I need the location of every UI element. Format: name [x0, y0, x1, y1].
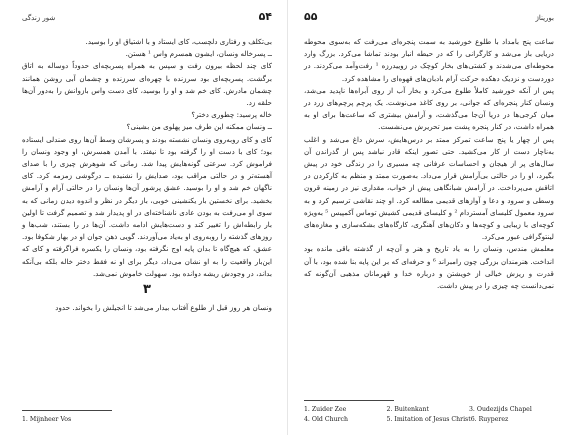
paragraph: کای و کای روبه‌روی ونسان نشسته بودند و پسرشان وسط آن‌ها روی صندلی ایستاده بود؛ کای با دست او را گرفته بود تا نیفتد. با آمدن همسرش، او وجود ونسان را فراموش کرد. سرعتی گونه‌هایش پیدا شد. زمانی که شوهرش چیزی را با صدای آهسته‌تر و در حالتی مراقب بود، صدایش را نشنیده ــ درگوشی زمزمه کرد. کای ناگهان خم شد و او را بوسید. عشق پرشور آن‌ها ونسان را در حالتی آرام و آرامش بخشید. برای نخستین بار یکنشینی خوبی، باز دیگر در نظر و اندوه دیدن زمانی که به سوی او می‌رفت به بودن عادی ناشناخته‌ای در او پدیدار شد و تصمیم گرفت تا اولین بار رابطه‌اش را تغییر کند و دست‌هایش ادامه داشت. آن‌ها در را بستند، شب‌ها و روزهای گذشته را روبه‌روی او به‌یاد می‌آوردند. گویی ذهن جوان او در بهار شکوفا بود. عشق، که هیچ‌گاه تا بدان پایه اوج نگرفته بود، ونسان را یکسره فراگرفته و کای که این‌بار واقعیت را به او نشان می‌داد، دیگر برای او نه فقط دختر خاله بلکه بی‌آنکه بداند، در وجودش ریشه دوانده بود. سهولت خاموش نمی‌شد. [22, 134, 272, 278]
footnotes [22, 410, 272, 425]
page-number: ۵۵ [304, 10, 318, 23]
footnote: 5. Imitation of Jesus Christ [386, 416, 471, 423]
right-page-header [304, 10, 554, 32]
paragraph: ساعت پنج بامداد با طلوع خورشید به سمت پنجره‌ای می‌رفت که به‌سوی محوطه دریایی باز می‌شد و کارگرانی را که در حیطه انبار بودند تماشا می‌کرد. بزرگ وارد محوطه‌ای می‌شدند و کشتی‌های بخار کوچک در زوییدرزه ¹ رفت‌وآمد می‌کردند. در دوردست و نزدیک دهکده حرکت آرام بادبان‌های قهوه‌ای را مشاهده کرد. [304, 37, 554, 83]
left-page-body [22, 36, 272, 314]
chapter-number: ۳ [143, 282, 151, 298]
paragraph: ــ پسرخاله ونسان، ایشون همسرم واس ¹ هستن. [125, 49, 272, 59]
footnote: 6. Ruyperez [470, 416, 509, 423]
paragraph: پس از آنکه خورشید کاملاً طلوع می‌کرد و بخار آب از روی آبراه‌ها ناپدید می‌شد، ونسان کنار پنجره‌ای که جوانی، بر روی کاغذ می‌نوشت. یک پرچم پرچم‌های زرد در میان کرجی‌ها در دریا آن‌جا می‌گذشت، و آرامش بیشتری که ساعت‌ها برای او به همراه داشت، در کنار پنجره پشت میز تحریرش می‌نشست. [304, 85, 554, 132]
footnote: 3. Oudezijds Chapel [469, 406, 532, 413]
right-page-body [304, 36, 554, 292]
running-title: بوریناژ [535, 14, 554, 22]
running-title: شور زندگی [22, 14, 56, 22]
footnote: 1. Mijnheer Vos [22, 416, 72, 423]
footnote-row [304, 405, 554, 415]
left-page-header [22, 10, 272, 32]
paragraph: معلمش مندس، ونسان را به یاد تاریخ و هنر و آن‌چه از گذشته باقی مانده بود انداخت. هنرمندان بزرگی چون رامبراند ⁶ و حرفه‌ای که بر این پایه بنا شده بود، با آن قدرت و ریزش خیالی از خویشتن و درباره خدا و قهرمانان مذهبی آن‌گونه که نمی‌دانست چه چیزی را در پیش داشت. [304, 244, 554, 291]
footnote-rule [304, 400, 394, 401]
footnotes [304, 400, 554, 425]
paragraph: کای چند لحظه بیرون رفت و سپس به همراه پسربچه‌ای حدوداً دوساله به اتاق برگشت. پسربچه‌ای بود سرزنده با چهره‌ای سرزنده و چشمان آبی روشن همانند چشمان مادرش. کای خم شد و او را بوسید، کای دست واس بازوانش را به‌دور آن‌ها حلقه زد. [22, 61, 272, 108]
footnote-row [304, 415, 554, 425]
paragraph: خاله پرسید: چطوری دختر؟ [191, 110, 272, 120]
right-page [288, 0, 576, 435]
paragraph: پس از چهار یا پنج ساعت تمرکز ممتد بر درس‌هایش، سرش داغ می‌شد و اغلب به‌ناچار دست از کار می‌کشید. حتی تصور اینکه قادر نباشد پس از گذراندن آن سال‌های پر از هیجان و احساسات عرفانی چه مسیری را در زندگی خود در پیش بگیرد، او را در حالتی بی‌آرامش قرار می‌داد. به‌صورت ممتد و منظم به کارکردن در اتاقش می‌پرداخت. در آرامش شبانگاهی پیش از خواب، مقداری نیز در زمینه قرون وسطی و سرود و دعا و آوازهای قدیمی مطالعه کرد. او چند نقاشی ترسیم کرد و به سرود معمول کلیسای آمستردام ² و کلیسای قدیمی کشیش توماس آکمپیس ⁵ به‌ویژه کوچه‌ای با زیبایی و کوچه‌ها و دکان‌های آهنگری، کارگاه‌های بشکه‌سازی و مغازه‌های لینتوگرافی عبور می‌کرد. [304, 134, 554, 242]
paragraph: ونسان هر روز قبل از طلوع آفتاب بیدار می‌شد تا انجیلش را بخواند. حدود [55, 303, 272, 313]
paragraph: بی‌تکلف و رفتاری دلچسب، کای ایستاد و با اشتیاق او را بوسید. [85, 37, 272, 46]
page-number: ۵۴ [258, 10, 272, 23]
footnote: 2. Buitenkant [386, 406, 429, 413]
paragraph: ــ ونسان ممکنه این طرف میز پهلوی من بشینی؟ [126, 122, 272, 132]
footnote: 4. Old Church [304, 416, 348, 423]
footnote-rule [22, 410, 112, 411]
footnote: 1. Zuider Zee [304, 406, 347, 413]
